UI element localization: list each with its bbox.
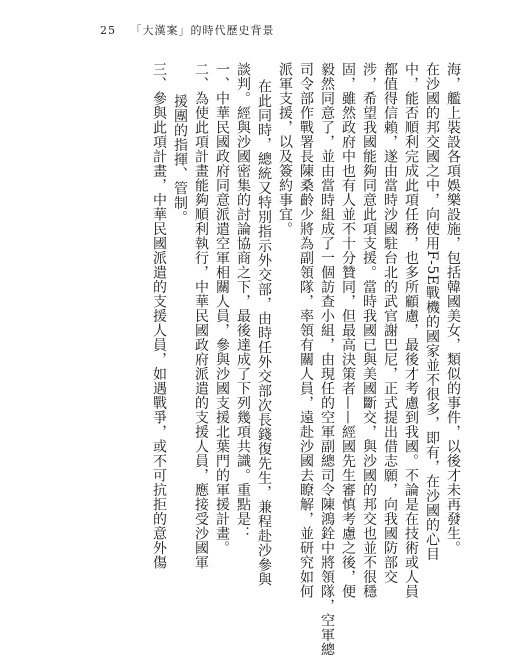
text-column: 一、中華民國政府同意派遣空軍相關人員，參與沙國支援北葉門的軍援計畫。 xyxy=(214,62,230,555)
text-column: 在沙國的邦交國之中，向使用F-5E戰機的國家並不很多，即有，在沙國的心目 xyxy=(424,62,440,561)
text-column: 援團的指揮、管制。 xyxy=(172,94,188,225)
page-number: 25 xyxy=(100,24,116,37)
running-title: 「大漢案」的時代歷史背景 xyxy=(130,24,275,37)
text-column: 涉，希望我國能夠同意此項支援。當時我國已與美國斷交，與沙國的邦交也並不很穩 xyxy=(361,62,377,599)
text-column: 司令部作戰署長陳桑齡少將為副領隊，率領有關人員，遠赴沙國去瞭解，並研究如何 xyxy=(298,62,314,599)
text-column: 談判。經與沙國密集的討論協商之下，最後達成了下列幾項共識。重點是： xyxy=(235,62,251,541)
text-column: 在此同時，總統又特別指示外交部，由時任外交部次長錢復先生，兼程赴沙參與 xyxy=(256,79,272,587)
text-column: 固，雖然政府中也有人並不十分贊同，但最高決策者——經國先生審慎考慮之後，便 xyxy=(340,62,356,599)
text-column: 都值得信賴，遂由當時沙國駐台北的武官謝巴尼，正式提出借志願，向我國防部交 xyxy=(382,62,398,584)
text-column: 派軍支援，以及簽約事宜。 xyxy=(277,62,293,236)
text-column: 二、為使此項計畫能夠順利執行，中華民國政府派遣的支援人員，應接受沙國軍 xyxy=(193,62,209,570)
text-column: 中，能否順利完成此項任務，也多所顧慮，最後才考慮到我國。不論是在技術或人員 xyxy=(403,62,419,599)
text-column: 毅然同意了，並由當時組成了一個訪查小組，由現任的空軍副總司令陳鴻銓中將領隊，空軍總 xyxy=(319,62,335,657)
text-column: 三、參與此項計畫，中華民國派遣的支援人員，如遇戰爭，或不可抗拒的意外傷 xyxy=(151,62,167,570)
page-header xyxy=(100,22,275,38)
text-column: 海，艦上裝設各項娛樂設施，包括韓國美女，類似的事件，以後才未再發生。 xyxy=(445,62,461,555)
